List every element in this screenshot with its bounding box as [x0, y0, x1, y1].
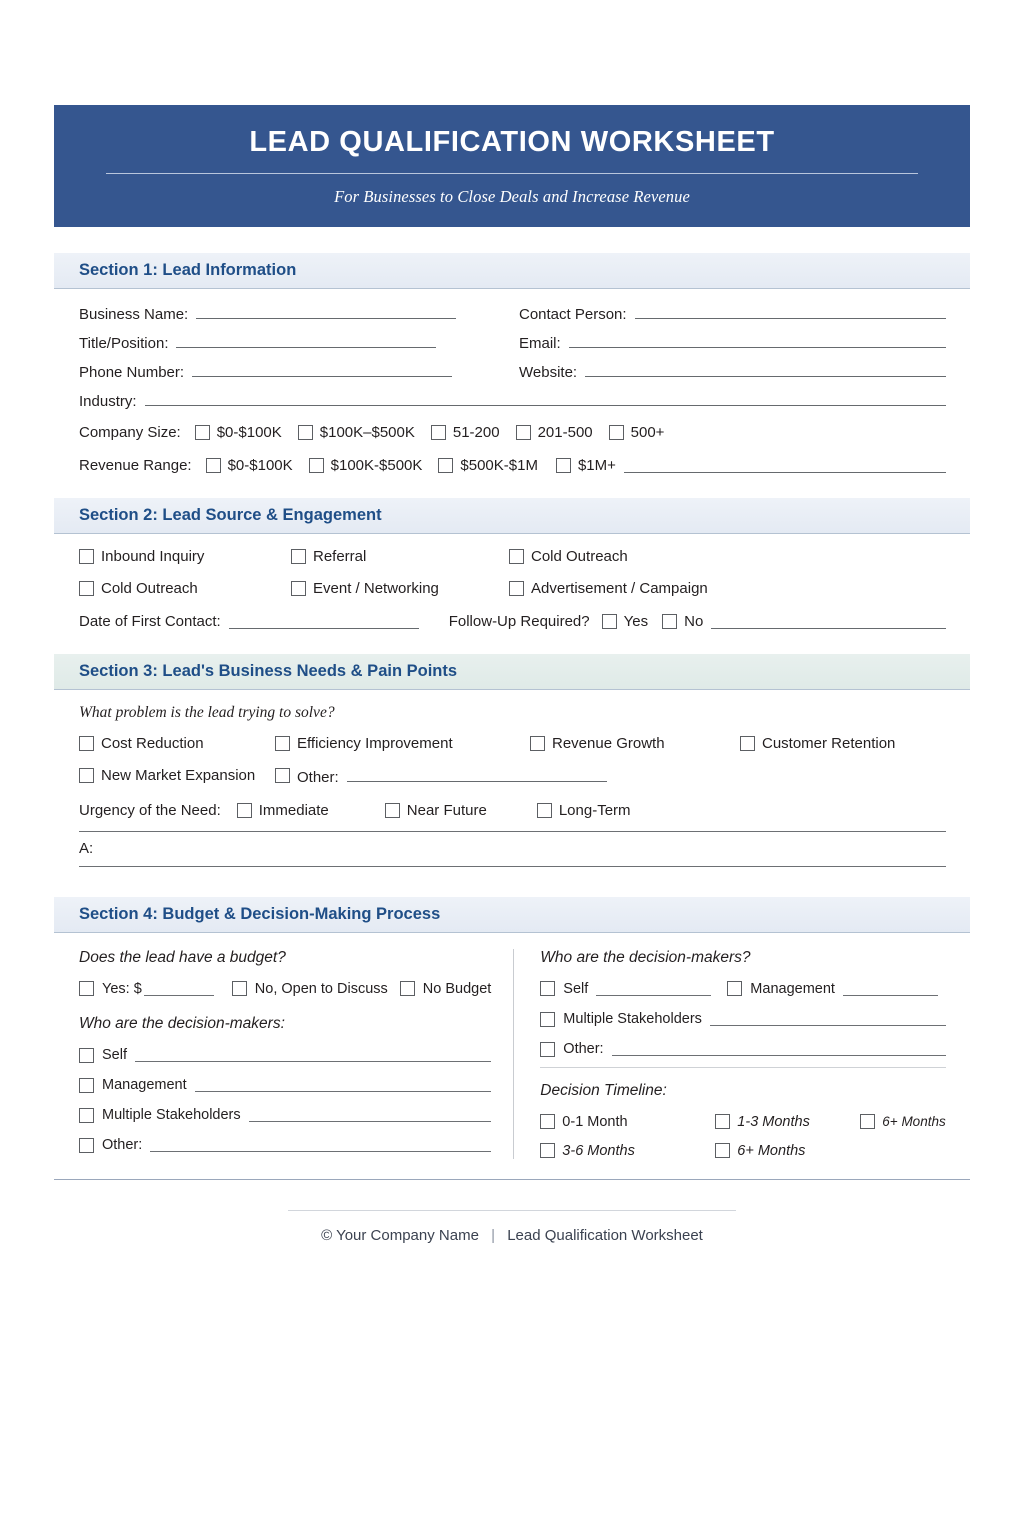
urgency-option-0[interactable]: [237, 802, 329, 819]
checkbox-icon[interactable]: [79, 581, 94, 596]
decision-makers-right-question: Who are the decision-makers?: [540, 948, 751, 966]
problem-option-4[interactable]: [79, 767, 275, 784]
checkbox-icon[interactable]: [400, 981, 415, 996]
checkbox-icon[interactable]: [715, 1143, 730, 1158]
budget-amount-input[interactable]: [144, 981, 214, 996]
checkbox-icon[interactable]: [79, 736, 94, 751]
option-label: 6+ Months: [737, 1142, 806, 1159]
decision-maker-right-1-input[interactable]: [843, 981, 938, 996]
option-label: $0-$100K: [216, 423, 282, 441]
answer-label: A:: [79, 839, 94, 857]
business-name-label: Business Name:: [79, 305, 189, 323]
problem-other-input[interactable]: [347, 766, 607, 782]
option-label: 3-6 Months: [562, 1142, 635, 1159]
decision-maker-left-1[interactable]: [79, 1077, 491, 1093]
revenue-range-other-input[interactable]: [624, 457, 946, 473]
option-label: Advertisement / Campaign: [531, 579, 708, 597]
checkbox-icon[interactable]: [727, 981, 742, 996]
checkbox-icon[interactable]: [540, 1114, 555, 1129]
revenue-range-option-3[interactable]: [556, 457, 616, 474]
checkbox-icon[interactable]: [438, 458, 453, 473]
option-label: $100K–$500K: [319, 423, 415, 441]
option-label: Inbound Inquiry: [101, 547, 205, 565]
section-3-header: Section 3: Lead's Business Needs & Pain Points: [54, 654, 970, 690]
problem-option-2[interactable]: [530, 735, 740, 752]
option-label: Multiple Stakeholders: [102, 1106, 241, 1123]
industry-label: Industry:: [79, 392, 137, 410]
option-label: Long-Term: [558, 801, 631, 819]
urgency-option-1[interactable]: [385, 802, 487, 819]
followup-option-no[interactable]: [662, 613, 703, 630]
problem-option-other[interactable]: [275, 766, 740, 786]
checkbox-icon[interactable]: [537, 803, 552, 818]
company-size-option-0[interactable]: [195, 424, 282, 441]
checkbox-icon[interactable]: [860, 1114, 875, 1129]
revenue-range-option-1[interactable]: [309, 457, 423, 474]
option-label: Near Future: [406, 801, 487, 819]
row-title-email: [54, 332, 970, 352]
section-3-body: [54, 690, 970, 875]
checkbox-icon[interactable]: [516, 425, 531, 440]
problem-question: What problem is the lead trying to solve?: [79, 703, 335, 721]
email-input[interactable]: [569, 332, 946, 348]
option-label: 0-1 Month: [562, 1113, 628, 1130]
email-label: Email:: [519, 334, 561, 352]
option-label: Other:: [297, 768, 339, 786]
checkbox-icon[interactable]: [79, 1078, 94, 1093]
problem-options: [54, 735, 970, 786]
business-name-input[interactable]: [196, 303, 456, 319]
decision-maker-left-3-input[interactable]: [150, 1137, 491, 1152]
urgency-option-2[interactable]: [537, 802, 631, 819]
checkbox-icon[interactable]: [609, 425, 624, 440]
checkbox-icon[interactable]: [275, 736, 290, 751]
page-title: LEAD QUALIFICATION WORKSHEET: [249, 126, 775, 158]
decision-timeline-title: Decision Timeline:: [540, 1081, 667, 1099]
lead-source-option-3[interactable]: [79, 580, 291, 597]
section-4-bottom-rule: [54, 1179, 970, 1180]
checkbox-icon[interactable]: [556, 458, 571, 473]
section-2-header: Section 2: Lead Source & Engagement: [54, 498, 970, 534]
option-label: 500+: [630, 423, 665, 441]
timeline-option-1[interactable]: [715, 1114, 860, 1130]
problem-option-1[interactable]: [275, 735, 530, 752]
website-input[interactable]: [585, 361, 946, 377]
checkbox-icon[interactable]: [385, 803, 400, 818]
lead-source-option-1[interactable]: [291, 548, 509, 565]
checkbox-icon[interactable]: [662, 614, 677, 629]
decision-maker-left-2[interactable]: [79, 1107, 491, 1123]
decision-maker-left-0-input[interactable]: [135, 1047, 491, 1062]
option-label: 201-500: [537, 423, 593, 441]
decision-maker-left-0[interactable]: [79, 1047, 491, 1063]
decision-maker-right-row-3[interactable]: [540, 1041, 946, 1057]
checkbox-icon[interactable]: [206, 458, 221, 473]
company-size-option-2[interactable]: [431, 424, 500, 441]
title-position-label: Title/Position:: [79, 334, 169, 352]
date-first-contact-label: Date of First Contact:: [79, 612, 221, 630]
checkbox-icon[interactable]: [291, 549, 306, 564]
checkbox-icon[interactable]: [540, 1042, 555, 1057]
problem-option-3[interactable]: [740, 735, 946, 752]
section-4-header: Section 4: Budget & Decision-Making Process: [54, 897, 970, 933]
decision-maker-right-3-input[interactable]: [612, 1041, 946, 1056]
lead-source-option-5[interactable]: [509, 580, 946, 597]
checkbox-icon[interactable]: [509, 549, 524, 564]
footer-separator: |: [491, 1226, 496, 1244]
contact-person-label: Contact Person:: [519, 305, 627, 323]
answer-bottom-rule: [79, 866, 946, 867]
budget-options-row: [79, 981, 491, 997]
decision-maker-right-row-2[interactable]: [540, 1011, 946, 1027]
row-urgency: [54, 802, 970, 819]
document-banner: [54, 105, 970, 227]
option-label: Referral: [313, 547, 367, 565]
checkbox-icon[interactable]: [540, 981, 555, 996]
company-size-option-3[interactable]: [516, 424, 593, 441]
checkbox-icon[interactable]: [715, 1114, 730, 1129]
checkbox-icon[interactable]: [195, 425, 210, 440]
option-label: Efficiency Improvement: [297, 734, 453, 752]
option-label: Management: [102, 1076, 187, 1093]
decision-maker-right-1[interactable]: [727, 981, 835, 997]
field-business-name: [79, 303, 519, 323]
decision-maker-right-0-input[interactable]: [596, 981, 711, 996]
option-label: Other:: [563, 1040, 604, 1057]
row-revenue-range: [54, 457, 970, 474]
option-label: New Market Expansion: [101, 767, 256, 785]
option-label: Cost Reduction: [101, 734, 204, 752]
option-label: $0-$100K: [227, 456, 293, 474]
footer-divider: [288, 1210, 736, 1211]
footer-copyright: © Your Company Name: [321, 1226, 479, 1244]
footer-doc-title: Lead Qualification Worksheet: [507, 1226, 703, 1244]
checkbox-icon[interactable]: [232, 981, 247, 996]
option-label: Revenue Growth: [552, 734, 665, 752]
decision-maker-right-0[interactable]: [540, 981, 588, 997]
budget-option-open[interactable]: [232, 981, 388, 997]
checkbox-icon[interactable]: [530, 736, 545, 751]
checkbox-icon[interactable]: [79, 981, 94, 996]
decision-maker-left-1-input[interactable]: [195, 1077, 492, 1092]
option-label: No Budget: [422, 980, 492, 997]
section-4-left-column: [79, 949, 513, 1159]
checkbox-icon[interactable]: [237, 803, 252, 818]
page-subtitle: For Businesses to Close Deals and Increase Revenue: [334, 186, 690, 206]
lead-source-option-4[interactable]: [291, 580, 509, 597]
decision-makers-left-label: Who are the decision-makers:: [79, 1014, 285, 1032]
timeline-option-4[interactable]: [715, 1143, 860, 1159]
industry-input[interactable]: [145, 390, 946, 406]
decision-maker-right-row-0: [540, 981, 946, 997]
option-label: Multiple Stakeholders: [563, 1010, 702, 1027]
decision-maker-right-2-input[interactable]: [710, 1011, 946, 1026]
section-1-body: [54, 289, 970, 486]
option-label: No, Open to Discuss: [254, 980, 388, 997]
checkbox-icon[interactable]: [602, 614, 617, 629]
option-label: $500K-$1M: [460, 456, 538, 474]
option-label: Immediate: [258, 801, 329, 819]
timeline-option-0[interactable]: [540, 1114, 715, 1130]
checkbox-icon[interactable]: [540, 1012, 555, 1027]
decision-maker-left-2-input[interactable]: [249, 1107, 492, 1122]
section-1-header: Section 1: Lead Information: [54, 253, 970, 289]
title-position-input[interactable]: [176, 332, 436, 348]
document-footer: [54, 1210, 970, 1244]
option-label: Customer Retention: [762, 734, 896, 752]
checkbox-icon[interactable]: [309, 458, 324, 473]
section-2-body: [54, 534, 970, 642]
decision-maker-left-3[interactable]: [79, 1137, 491, 1153]
lead-source-option-0[interactable]: [79, 548, 291, 565]
footer-text: [54, 1227, 970, 1244]
checkbox-icon[interactable]: [79, 1138, 94, 1153]
checkbox-icon[interactable]: [431, 425, 446, 440]
row-first-contact-followup: [54, 613, 970, 630]
followup-required-label: Follow-Up Required?: [448, 612, 590, 630]
budget-question: Does the lead have a budget?: [79, 948, 286, 966]
revenue-range-option-2[interactable]: [438, 457, 538, 474]
checkbox-icon[interactable]: [79, 768, 94, 783]
option-label: Self: [563, 980, 589, 997]
banner-divider: [106, 173, 918, 174]
row-industry: [54, 390, 970, 410]
row-phone-website: [54, 361, 970, 381]
answer-area: [54, 831, 970, 867]
section-4-right-column: [514, 949, 946, 1159]
decision-timeline-options: [540, 1114, 946, 1159]
company-size-option-1[interactable]: [298, 424, 415, 441]
option-label: 1-3 Months: [737, 1113, 810, 1130]
option-label: No: [684, 612, 704, 630]
option-label: Cold Outreach: [531, 547, 628, 565]
option-label: Yes: $: [102, 980, 142, 997]
answer-input[interactable]: [79, 832, 946, 866]
revenue-range-label: Revenue Range:: [79, 456, 192, 474]
checkbox-icon[interactable]: [79, 1048, 94, 1063]
option-label: Event / Networking: [313, 579, 439, 597]
lead-source-options: [54, 548, 970, 597]
field-email: [519, 332, 946, 352]
company-size-option-4[interactable]: [609, 424, 665, 441]
option-label: Self: [102, 1046, 127, 1063]
budget-option-yes[interactable]: [79, 981, 142, 997]
field-phone-number: [79, 361, 519, 381]
timeline-option-2[interactable]: [860, 1114, 946, 1129]
date-first-contact-input[interactable]: [229, 613, 419, 629]
option-label: Management: [750, 980, 835, 997]
checkbox-icon[interactable]: [275, 768, 290, 783]
row-company-size: [54, 424, 970, 441]
website-label: Website:: [519, 363, 578, 381]
option-label: Yes: [623, 612, 649, 630]
lead-source-option-2[interactable]: [509, 548, 946, 565]
followup-notes-input[interactable]: [711, 613, 946, 629]
checkbox-icon[interactable]: [740, 736, 755, 751]
field-website: [519, 361, 946, 381]
phone-number-label: Phone Number:: [79, 363, 185, 381]
checkbox-icon[interactable]: [291, 581, 306, 596]
budget-option-none[interactable]: [400, 981, 492, 997]
urgency-label: Urgency of the Need:: [79, 801, 221, 819]
option-label: $100K-$500K: [330, 456, 423, 474]
checkbox-icon[interactable]: [79, 549, 94, 564]
field-title-position: [79, 332, 519, 352]
company-size-label: Company Size:: [79, 423, 181, 441]
option-label: 51-200: [452, 423, 500, 441]
checkbox-icon[interactable]: [79, 1108, 94, 1123]
row-business-contact: [54, 303, 970, 323]
checkbox-icon[interactable]: [509, 581, 524, 596]
option-label: Other:: [102, 1136, 143, 1153]
field-contact-person: [519, 303, 946, 323]
contact-person-input[interactable]: [635, 303, 946, 319]
checkbox-icon[interactable]: [540, 1143, 555, 1158]
followup-option-yes[interactable]: [602, 613, 648, 630]
option-label: $1M+: [577, 456, 616, 474]
checkbox-icon[interactable]: [298, 425, 313, 440]
phone-number-input[interactable]: [192, 361, 452, 377]
problem-option-0[interactable]: [79, 735, 275, 752]
option-label: Cold Outreach: [101, 579, 198, 597]
option-label: 6+ Months: [882, 1114, 946, 1130]
section-4-body: [54, 933, 970, 1169]
timeline-divider: [540, 1067, 946, 1068]
revenue-range-option-0[interactable]: [206, 457, 293, 474]
timeline-option-3[interactable]: [540, 1143, 715, 1159]
worksheet-sheet: [54, 105, 970, 1244]
